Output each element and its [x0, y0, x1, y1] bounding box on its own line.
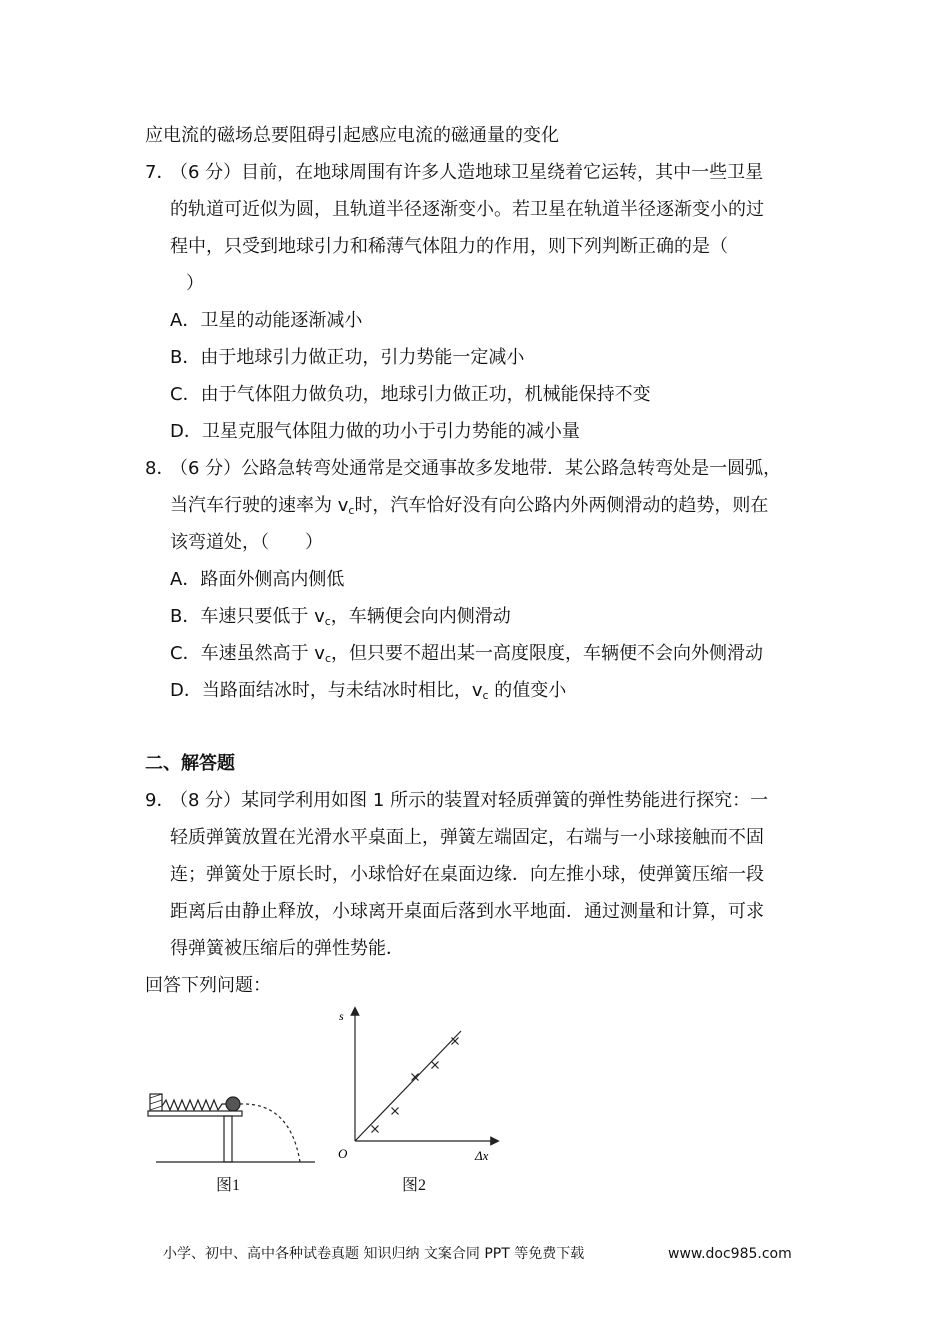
- figure2-chart: [330, 1005, 510, 1165]
- q8-stem-line2-a: 当汽车行驶的速率为 v: [170, 495, 349, 516]
- q8-option-a: A．路面外侧高内侧低: [170, 569, 345, 590]
- figure1-caption: 图1: [216, 1177, 241, 1194]
- q8-option-c-b: ，但只要不超出某一高度限度，车辆便不会向外侧滑动: [331, 643, 764, 664]
- q7-stem-line3: 程中，只受到地球引力和稀薄气体阻力的作用，则下列判断正确的是（: [170, 236, 728, 257]
- fig2-fit-line: [355, 1031, 461, 1141]
- fig1-spring: [162, 1100, 228, 1110]
- q8-stem-line2: [170, 494, 768, 523]
- footer-left-text: 小学、初中、高中各种试卷真题 知识归纳 文案合同 PPT 等免费下载: [163, 1246, 585, 1262]
- fig2-data-point-5: [452, 1038, 459, 1045]
- q8-option-b-b: ，车辆便会向内侧滑动: [330, 606, 511, 627]
- fig2-data-point-4: [432, 1062, 439, 1069]
- q8-option-d: [170, 679, 566, 708]
- q7-option-a: A．卫星的动能逐渐减小: [170, 310, 363, 331]
- q9-number: 9．: [145, 790, 175, 811]
- figure2-caption: 图2: [402, 1177, 427, 1194]
- q8-option-b: [170, 605, 511, 634]
- q8-option-b-a: B．车速只要低于 v: [170, 606, 325, 627]
- q9-stem-line3: 连；弹簧处于原长时，小球恰好在桌面边缘．向左推小球，使弹簧压缩一段: [170, 864, 764, 885]
- figure1-apparatus: [140, 1080, 320, 1170]
- q8-option-c-a: C．车速虽然高于 v: [170, 643, 325, 664]
- fig2-x-label: Δx: [475, 1148, 489, 1163]
- fig1-wall: [150, 1094, 162, 1111]
- q8-option-b-sub: c: [324, 615, 331, 628]
- q7-stem-line4: ）: [186, 273, 204, 294]
- q9-prompt: 回答下列问题：: [145, 975, 271, 996]
- q7-option-b: B．由于地球引力做正功，引力势能一定减小: [170, 347, 525, 368]
- q8-stem-line3: 该弯道处，（ ）: [170, 532, 323, 553]
- section-title: 二、解答题: [145, 753, 235, 774]
- q9-stem-line4: 距离后由静止释放，小球离开桌面后落到水平地面．通过测量和计算，可求: [170, 901, 764, 922]
- q8-option-d-sub: c: [482, 689, 489, 702]
- q8-option-d-a: D．当路面结冰时，与未结冰时相比，v: [170, 680, 483, 701]
- fig2-data-point-1: [372, 1126, 379, 1133]
- q8-stem-line2-b: 时，汽车恰好没有向公路内外两侧滑动的趋势，则在: [354, 495, 769, 516]
- q7-option-d: D．卫星克服气体阻力做的功小于引力势能的减小量: [170, 421, 580, 442]
- fig1-table-top: [148, 1111, 242, 1116]
- fig1-table-leg: [224, 1116, 232, 1162]
- fig1-trajectory: [240, 1104, 300, 1162]
- q7-stem-line2: 的轨道可近似为圆，且轨道半径逐渐变小。若卫星在轨道半径逐渐变小的过: [170, 199, 764, 220]
- fig2-y-label: s: [339, 1009, 344, 1023]
- fig1-ball: [226, 1097, 240, 1111]
- q8-option-c: [170, 642, 763, 671]
- q7-stem-line1: （6 分）目前，在地球周围有许多人造地球卫星绕着它运转，其中一些卫星: [170, 162, 764, 183]
- q8-option-d-b: 的值变小: [488, 680, 567, 701]
- fig2-origin-label: O: [338, 1146, 348, 1161]
- q7-number: 7．: [145, 162, 175, 183]
- intro-tail-text: 应电流的磁场总要阻碍引起感应电流的磁通量的变化: [145, 125, 559, 146]
- q8-stem-line1: （6 分）公路急转弯处通常是交通事故多发地带．某公路急转弯处是一圆弧，: [170, 458, 782, 479]
- q7-option-c: C．由于气体阻力做负功，地球引力做正功，机械能保持不变: [170, 384, 651, 405]
- q8-option-c-sub: c: [324, 652, 332, 665]
- footer-website[interactable]: www.doc985.com: [668, 1246, 792, 1262]
- q9-stem-line2: 轻质弹簧放置在光滑水平桌面上，弹簧左端固定，右端与一小球接触而不固: [170, 827, 764, 848]
- q8-stem-line2-sub: c: [348, 504, 355, 517]
- q8-number: 8．: [145, 458, 175, 479]
- fig2-data-point-2: [392, 1108, 399, 1115]
- q9-stem-line5: 得弹簧被压缩后的弹性势能．: [170, 938, 404, 959]
- q9-stem-line1: （8 分）某同学利用如图 1 所示的装置对轻质弹簧的弹性势能进行探究：一: [170, 790, 769, 811]
